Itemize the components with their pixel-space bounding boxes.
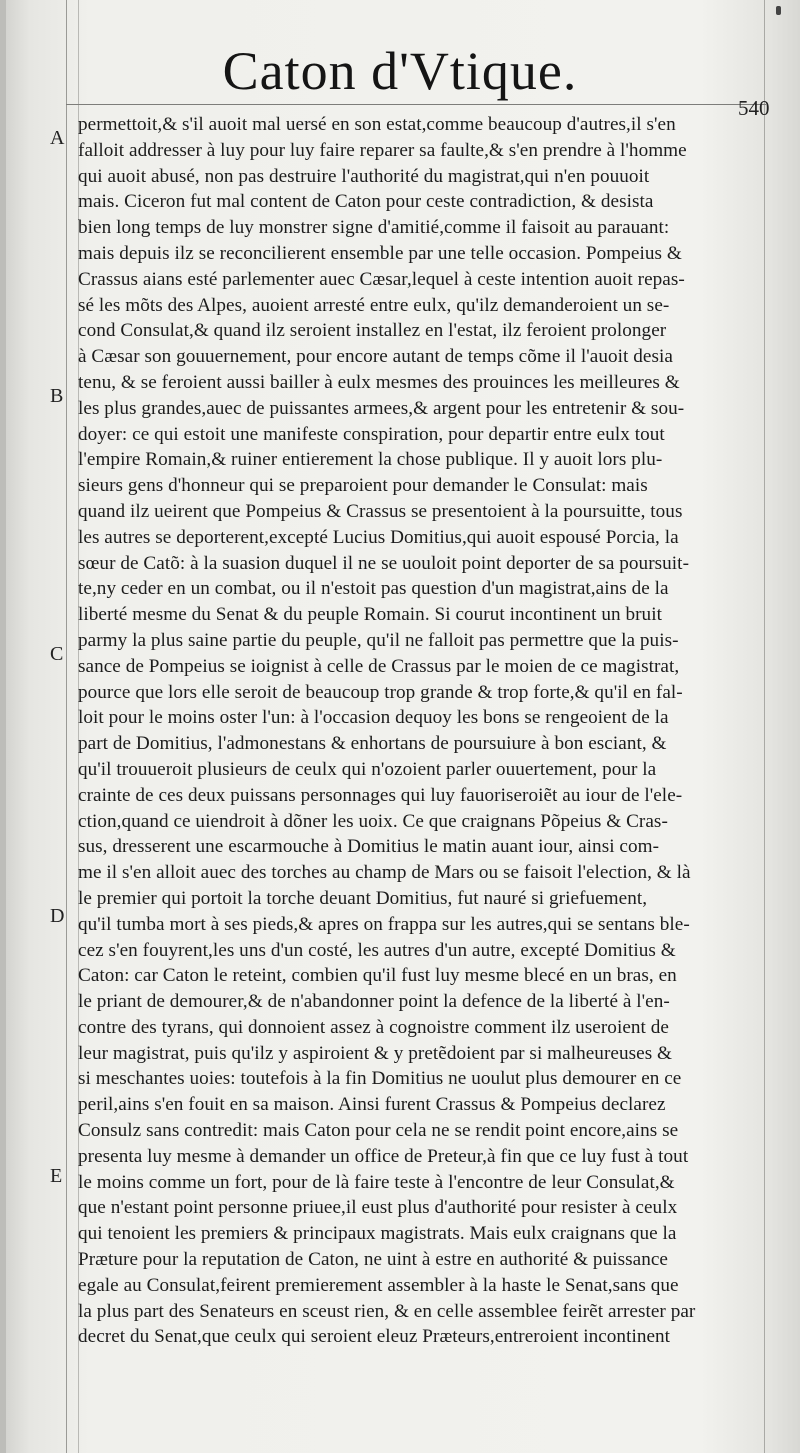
section-marker-b: B	[50, 385, 64, 407]
text-line: qu'il tumba mort à ses pieds,& apres on frappa sur les autres,qui se sentans ble-	[78, 913, 690, 935]
margin-rule-left	[66, 0, 67, 1453]
text-line: qui auoit abusé, non pas destruire l'authorité du magistrat,qui n'en pouuoit	[78, 165, 650, 187]
text-line: si meschantes uoies: toutefois à la fin Domitius ne uoulut plus demourer en ce	[78, 1068, 682, 1090]
text-line: contre des tyrans, qui donnoient assez à cognoistre comment ilz useroient de	[78, 1016, 669, 1038]
text-line: permettoit,& s'il auoit mal uersé en son estat,comme beaucoup d'autres,il s'en	[78, 114, 676, 135]
text-line: falloit addresser à luy pour luy faire reparer sa faulte,& s'en prendre à l'homme	[78, 139, 687, 161]
body-text	[78, 112, 768, 1350]
text-line: Caton: car Caton le reteint, combien qu'il fust luy mesme blecé en un bras, en	[78, 965, 677, 987]
text-line: pource que lors elle seroit de beaucoup trop grande & trop forte,& qu'il en fal-	[78, 681, 683, 703]
text-line: les plus grandes,auec de puissantes armees,& argent pour les entretenir & sou-	[78, 397, 685, 419]
corner-mark	[776, 6, 781, 15]
text-line: Crassus aians esté parlementer auec Cæsar,lequel à ceste intention auoit repas-	[78, 268, 685, 290]
text-line: egale au Consulat,feirent premierement assembler à la haste le Senat,sans que	[78, 1274, 679, 1296]
text-line: part de Domitius, l'admonestans & enhortans de poursuiure à bon esciant, &	[78, 733, 667, 755]
text-line: crainte de ces deux puissans personnages qui luy fauoriseroiẽt au iour de l'ele-	[78, 784, 683, 806]
text-line: te,ny ceder en un combat, ou il n'estoit pas question d'un magistrat,ains de la	[78, 578, 669, 600]
running-title: Caton d'Vtique.	[222, 41, 578, 101]
text-line: sance de Pompeius se ioignist à celle de Crassus par le moien de ce magistrat,	[78, 655, 680, 677]
text-line: bien long temps de luy monstrer signe d'amitié,comme il faisoit au parauant:	[78, 217, 670, 239]
text-line: leur magistrat, puis qu'ilz y aspiroient & y pretẽdoient par si malheureuses &	[78, 1042, 673, 1064]
text-line: l'empire Romain,& ruiner entierement la chose publique. Il y auoit lors plu-	[78, 449, 663, 471]
text-line: sus, dresserent une escarmouche à Domitius le matin auant iour, ainsi com-	[78, 836, 660, 858]
text-line: Præture pour la reputation de Caton, ne uint à estre en authorité & puissance	[78, 1249, 668, 1271]
text-line: Consulz sans contredit: mais Caton pour cela ne se rendit point encore,ains se	[78, 1120, 679, 1142]
text-line: presenta luy mesme à demander un office de Preteur,à fin que ce luy fust à tout	[78, 1145, 689, 1167]
text-line: loit pour le moins oster l'un: à l'occasion dequoy les bons se rengeoient de la	[78, 707, 669, 729]
page-number: 540	[738, 96, 770, 120]
text-line: cez s'en fouyrent,les uns d'un costé, les autres d'un autre, excepté Domitius &	[78, 939, 676, 961]
section-marker-c: C	[50, 643, 64, 665]
section-marker-a: A	[50, 127, 65, 149]
section-marker-e: E	[50, 1165, 63, 1187]
text-line: qu'il trouueroit plusieurs de ceulx qui n'ozoient parler ouuertement, pour la	[78, 758, 657, 780]
text-line: peril,ains s'en fouit en sa maison. Ainsi furent Crassus & Pompeius declarez	[78, 1094, 666, 1116]
section-marker-d: D	[50, 905, 65, 927]
text-line: sieurs gens d'honneur qui se preparoient pour demander le Consulat: mais	[78, 475, 648, 497]
text-line: decret du Senat,que ceulx qui seroient eleuz Præteurs,entreroient incontinent	[78, 1326, 671, 1348]
text-line: quand ilz ueirent que Pompeius & Crassus se presentoient à la poursuitte, tous	[78, 500, 683, 522]
text-line: mais. Ciceron fut mal content de Caton pour ceste contradiction, & desista	[78, 191, 654, 213]
text-line: ction,quand ce uiendroit à dõner les uoix. Ce que craignans Põpeius & Cras-	[78, 810, 668, 832]
text-line: tenu, & se feroient aussi bailler à eulx mesmes des prouinces les meilleures &	[78, 371, 680, 393]
text-line: le moins comme un fort, pour de là faire teste à l'encontre de leur Consulat,&	[78, 1171, 675, 1193]
text-line: le priant de demourer,& de n'abandonner point la defence de la liberté à l'en-	[78, 991, 670, 1013]
text-line: doyer: ce qui estoit une manifeste conspiration, pour departir entre eulx tout	[78, 423, 665, 445]
text-line: parmy la plus saine partie du peuple, qu'il ne falloit pas permettre que la puis-	[78, 629, 679, 651]
text-line: que n'estant point personne priuee,il eust plus d'authorité pour resister à ceulx	[78, 1197, 678, 1219]
text-line: cond Consulat,& quand ilz seroient installez en l'estat, ilz feroient prolonger	[78, 320, 667, 342]
text-line: me il s'en alloit auec des torches au champ de Mars ou se faisoit l'election, & là	[78, 862, 691, 884]
text-line: sé les mõts des Alpes, auoient arresté entre eulx, qu'ilz demanderoient un se-	[78, 294, 670, 316]
text-line: qui tenoient les premiers & principaux magistrats. Mais eulx craignans que la	[78, 1223, 677, 1245]
text-line: à Cæsar son gouuernement, pour encore autant de temps cõme il l'auoit desia	[78, 346, 673, 368]
text-line: le premier qui portoit la torche deuant Domitius, fut nauré si griefuement,	[78, 887, 648, 909]
scan-edge-shadow	[0, 0, 6, 1453]
text-line: mais depuis ilz se reconcilierent ensemble par une telle occasion. Pompeius &	[78, 242, 682, 264]
text-line: sœur de Catõ: à la suasion duquel il ne se uouloit point deporter de sa poursuit-	[78, 552, 690, 574]
text-line: liberté mesme du Senat & du peuple Romain. Si courut incontinent un bruit	[78, 604, 662, 626]
text-line: les autres se deporterent,excepté Lucius Domitius,qui auoit espousé Porcia, la	[78, 526, 679, 548]
text-line: la plus part des Senateurs en sceust rien, & en celle assemblee feirẽt arrester par	[78, 1300, 696, 1322]
header-rule	[66, 104, 766, 105]
